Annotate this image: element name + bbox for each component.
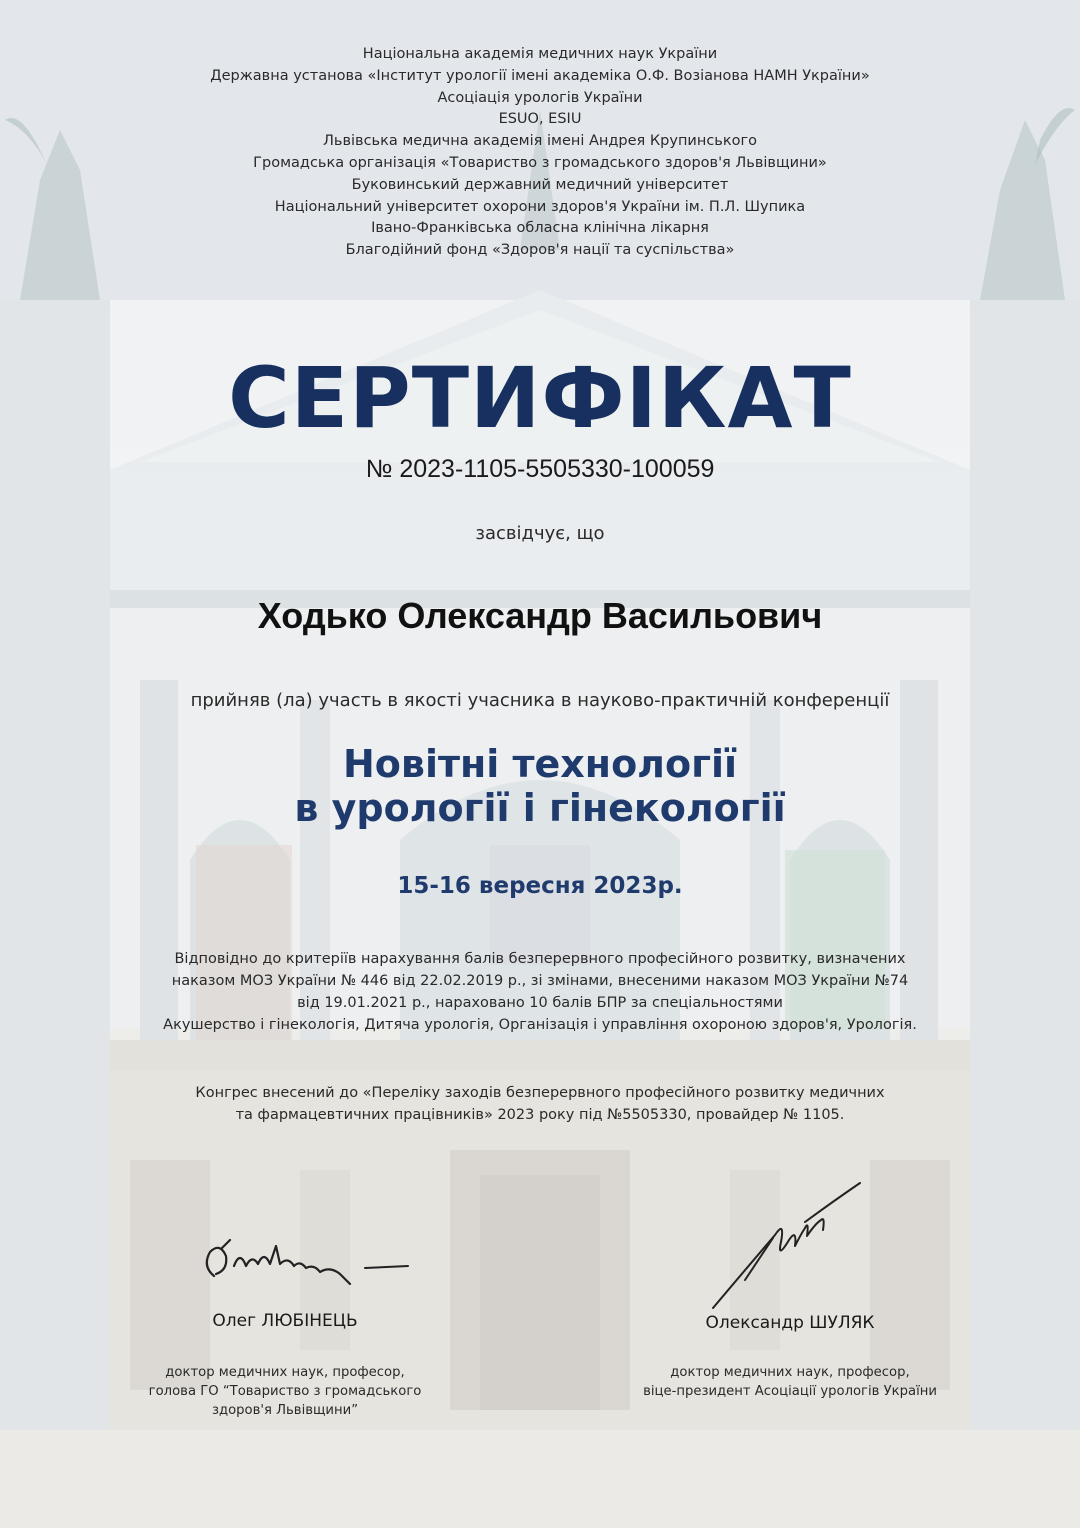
credential-line: доктор медичних наук, професор, bbox=[165, 1365, 405, 1380]
conference-title-line: Новітні технології bbox=[342, 742, 738, 786]
paragraph-line: наказом МОЗ України № 446 від 22.02.2019 р., зі змінами, внесеними наказом МОЗ України №74 bbox=[171, 973, 909, 989]
recipient-name: Ходько Олександр Васильович bbox=[257, 595, 823, 636]
conference-title-line: в урології і гінекології bbox=[294, 786, 786, 830]
conference-dates: 15-16 вересня 2023р. bbox=[397, 873, 683, 899]
organization-line: Національний університет охорони здоров'я України ім. П.Л. Шупика bbox=[274, 198, 806, 215]
paragraph-line: та фармацевтичних працівників» 2023 року під №5505330, провайдер № 1105. bbox=[235, 1107, 845, 1123]
organization-line: Благодійний фонд «Здоров'я нації та суспільства» bbox=[345, 242, 735, 259]
organization-line: Івано-Франківська обласна клінічна лікарня bbox=[371, 220, 709, 237]
registry-paragraph bbox=[0, 1082, 1080, 1126]
organization-line: Буковинський державний медичний університет bbox=[351, 176, 729, 193]
paragraph-line: Відповідно до критеріїв нарахування балів безперервного професійного розвитку, визначених bbox=[174, 951, 906, 967]
organization-line: Національна академія медичних наук України bbox=[362, 46, 718, 62]
handwritten-signature-right bbox=[705, 1180, 865, 1315]
signatory-credentials bbox=[90, 1363, 480, 1420]
organization-line: Асоціація урологів України bbox=[437, 89, 643, 106]
certificate-title: СЕРТИФІКАТ bbox=[228, 349, 852, 447]
certifies-text: засвідчує, що bbox=[475, 523, 605, 544]
credential-line: віце-президент Асоціації урологів України bbox=[643, 1384, 937, 1399]
participation-text: прийняв (ла) участь в якості учасника в науково-практичній конференції bbox=[190, 690, 890, 711]
paragraph-line: Конгрес внесений до «Переліку заходів безперервного професійного розвитку медичних bbox=[195, 1085, 885, 1101]
cpd-points-paragraph bbox=[0, 948, 1080, 1036]
organization-line: ESUO, ESIU bbox=[498, 111, 582, 128]
conference-title bbox=[0, 742, 1080, 830]
credential-line: голова ГО “Товариство з громадського bbox=[148, 1384, 422, 1399]
signatory-name: Олег ЛЮБІНЕЦЬ bbox=[212, 1311, 358, 1331]
paragraph-line: від 19.01.2021 р., нараховано 10 балів БПР за спеціальностями bbox=[297, 995, 783, 1011]
organization-line: Державна установа «Інститут урології імені академіка О.Ф. Возіанова НАМН України» bbox=[210, 67, 870, 84]
certificate-number: № 2023-1105-5505330-100059 bbox=[365, 455, 715, 483]
signatory-credentials bbox=[585, 1363, 995, 1401]
organization-line: Львівська медична академія імені Андрея Крупинського bbox=[323, 133, 757, 150]
credential-line: здоров'я Львівщини” bbox=[211, 1403, 359, 1418]
organization-line: Громадська організація «Товариство з громадського здоров'я Львівщини» bbox=[253, 154, 827, 171]
credential-line: доктор медичних наук, професор, bbox=[670, 1365, 910, 1380]
organizations-list bbox=[0, 44, 1080, 262]
paragraph-line: Акушерство і гінекологія, Дитяча урологія, Організація і управління охороною здоров'я, Урологія. bbox=[163, 1017, 917, 1033]
signatory-name: Олександр ШУЛЯК bbox=[705, 1313, 875, 1333]
handwritten-signature-left bbox=[200, 1236, 415, 1294]
